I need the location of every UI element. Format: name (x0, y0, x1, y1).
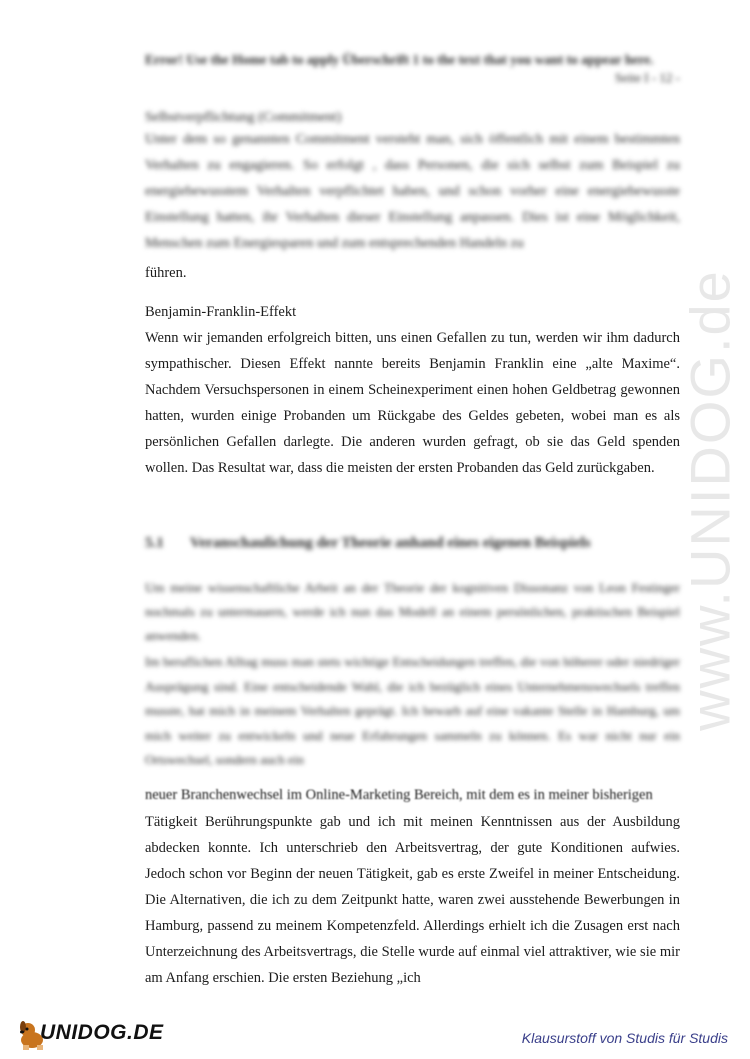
section-heading-example (145, 535, 591, 552)
example-intro: Um meine wissenschaftliche Arbeit an der Theorie der kognitiven Dissonanz von Leon Festinger nochmals zu untermauern, werde ich nun das Modell an einem persönlichen, praktischen Beispiel anwenden. (145, 580, 680, 643)
footer-slogan: Klausurstoff von Studis für Studis (521, 1030, 728, 1046)
section-title-commitment: Selbstverpflichtung (Commitment) (145, 110, 342, 125)
commitment-text: Unter dem so genannten Commitment versteht man, sich öffentlich mit einem bestimmten Verhalten zu engagieren. So erfolgt , dass Personen, die sich selbst zum Beispiel zu energiebewusstem Verhalten verpflichtet haben, und schon vorher eine energiebewusste Einstellung hatten, ihr Verhalten dieser Einstellung anpassen. Dies ist eine Möglichkeit, Menschen zum Energiesparen und zum entsprechenden Handeln zu (145, 132, 680, 251)
page-number: Seite I - 12 - (615, 70, 680, 85)
page-header-error: Error! Use the Home tab to apply Überschrift 1 to the text that you want to appear here. (145, 52, 654, 67)
franklin-text: Wenn wir jemanden erfolgreich bitten, uns einen Gefallen zu tun, werden wir ihm dadurch sympathischer. Diesen Effekt nannte bereits Benjamin Franklin eine „alte Maxime“. Nachdem Versuchspersonen in einem Scheinexperiment einen hohen Geldbetrag gewonnen hatten, wurden einige Probanden um Rückgabe des Geldes gebeten, wobei man es als persönlichen Gefallen darlegte. Die anderen wurden gefragt, ob sie das Geld spenden wollen. Das Resultat war, dass die meisten der ersten Probanden das Geld zurückgaben. (145, 330, 680, 476)
example-blurred-text: Im beruflichen Alltag muss man stets wichtige Entscheidungen treffen, die von höherer oder niedriger Ausprägung sind. Eine entscheidende Wahl, die ich bezüglich eines Unternehmenswechsels treffen musste, hat mich in meinem Verhalten geprägt. Ich bewarb auf eine vakante Stelle in Hamburg, um mich weiter zu entwickeln und neue Erfahrungen sammeln zu können. Es war nicht nur ein Ortswechsel, sondern auch ein (145, 654, 680, 767)
logo-text: UNIDOG.DE (40, 1021, 164, 1044)
heading-title: Veranschaulichung der Theorie anhand eines eigenen Beispiels (190, 535, 591, 551)
watermark-text: www.UNIDOG.de (678, 269, 742, 731)
example-partial-line: neuer Branchenwechsel im Online-Marketing Bereich, mit dem es in meiner bisherigen (145, 787, 653, 803)
example-text: Tätigkeit Berührungspunkte gab und ich mit meinen Kenntnissen aus der Ausbildung abdecken konnte. Ich unterschrieb den Arbeitsvertrag, der gute Konditionen aufwies. Jedoch schon vor Beginn der neuen Tätigkeit, gab es erste Zweifel in meiner Entscheidung. Die Alternativen, die ich zu dem Zeitpunkt hatte, waren zwei ausstehende Bewerbungen in Hamburg, passend zu meinem Kompetenzfeld. Allerdings erhielt ich die Zusagen erst nach Unterzeichnung des Arbeitsvertrags, die Stelle wurde auf einmal viel attraktiver, wie sie mir am Anfang erschien. Die ersten Beziehung „ich (145, 814, 680, 986)
heading-number: 5.1 (145, 535, 164, 551)
commitment-last-word: führen. (145, 265, 187, 281)
section-title-franklin: Benjamin-Franklin-Effekt (145, 304, 297, 320)
watermark (645, 269, 750, 731)
